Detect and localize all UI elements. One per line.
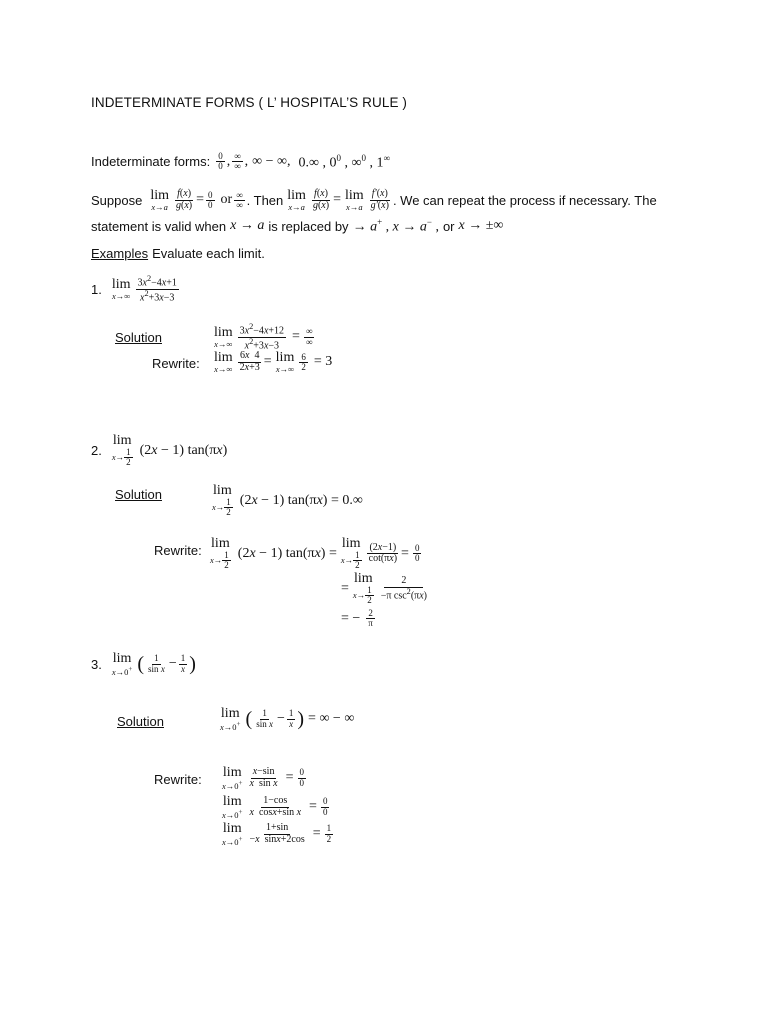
problem-2-rewrite-line3: = − $\frac{2}{\pi}$ [341, 608, 373, 629]
problem-3-rewrite-line2: lim x→0+ $\frac{1-\cos}{\text{x cosx+sin x}}$ = $\frac{0}{0}$ [222, 794, 328, 820]
problem-2-rewrite-line1: lim x→ $\frac{1}{2}$ (2x − 1) tan(πx) = lim x→ $\frac{1}{2}$ $\frac{(2x-1)}{\cot(\pi x)}$ = $\frac{0}{0}$ [210, 536, 420, 571]
examples-heading-line [91, 246, 265, 261]
problem-number: 1. [91, 281, 102, 297]
forms-label: Indeterminate forms: [91, 154, 211, 170]
problem-2-rewrite-line2: = lim x→ $\frac{1}{2}$ $\frac{2}{-\pi \csc^2(\pi x)}$ [341, 571, 428, 606]
forms-list: $\frac{0}{0}$ , $\frac{\infty}{\infty}$ , ∞ − ∞, 0.∞ , $0^0$ , ∞$^0$ , 1∞ [218, 151, 390, 172]
examples-instruction: Evaluate each limit. [152, 246, 265, 261]
problem-2 [91, 434, 227, 468]
form-inf-minus-inf: ∞ − ∞, [252, 153, 291, 169]
rule-statement: statement is valid when [91, 218, 227, 234]
solution-label: Solution [115, 330, 162, 345]
rewrite-label: Rewrite: [154, 543, 202, 558]
form-zero-times-inf: 0.∞ , $0^0$ , ∞$^0$ , 1∞ [298, 152, 390, 171]
rule-then: . Then [246, 192, 284, 208]
rewrite-label: Rewrite: [152, 356, 200, 371]
rule-formula-2: lim x→a $\frac{f(x)}{g(x)}$ = lim x→a $\frac{f'(x)}{g'(x)}$ [287, 188, 389, 212]
form-inf-over-inf: $\frac{\infty}{\infty}$ [234, 151, 241, 172]
solution-label: Solution [115, 487, 162, 502]
problem-number: 2. [91, 443, 102, 459]
problem-3-solution: lim x→0+ ( $\frac{1}{\text{sin x}}$ − $\frac{1}{x}$ ) = ∞ − ∞ [220, 706, 355, 732]
problem-3-expression: lim x→0+ ( $\frac{1}{\text{sin x}}$ − $\frac{1}{x}$ ) [111, 651, 196, 677]
problem-3-rewrite-line1: lim x→0+ $\frac{x-\sin}{\text{x sin x}}$ = $\frac{0}{0}$ [222, 765, 305, 791]
solution-label: Solution [117, 714, 164, 729]
examples-heading: Examples [91, 246, 149, 261]
problem-2-solution: lim x→ $\frac{1}{2}$ (2x − 1) tan(πx) = 0.∞ [212, 483, 363, 518]
problem-1-rewrite: lim x→∞ $\frac{6x 4}{2x+3}$ = lim x→∞ $\frac{6}{2}$ = 3 [214, 350, 333, 374]
rule-suppose: Suppose [91, 192, 143, 208]
rule-statement-line2: statement is valid when x → a is replaced by → a+ , x → a− , or x → ±∞ [91, 217, 504, 235]
indeterminate-forms-line [91, 152, 390, 172]
problem-1-solution: lim x→∞ $\frac{3x^2-4x+12}{x^2+3x-3}$ = $\frac{\infty}{\infty}$ [214, 322, 313, 352]
problem-3 [91, 652, 196, 677]
rewrite-label: Rewrite: [154, 772, 202, 787]
rule-replaced: is replaced by [268, 218, 349, 234]
problem-1-expression: lim x→∞ $\frac{3x^2-4x+1}{x^2+3x-3}$ [111, 274, 177, 304]
problem-number: 3. [91, 656, 102, 672]
rule-formula-1: lim x→a $\frac{f(x)}{g(x)}$ = $\frac{0}{0}$ or $\frac{\infty}{\infty}$ [150, 188, 243, 212]
problem-1 [91, 275, 181, 304]
rule-repeat: . We can repeat the process if necessary. The [392, 192, 657, 208]
problem-3-rewrite-line3: lim x→0+ $\frac{1+\sin}{\text{−x sinx+2cos}}$ = $\frac{1}{2}$ [222, 821, 332, 847]
rule-or: or [442, 218, 455, 234]
form-zero-over-zero: $\frac{0}{0}$ [218, 151, 223, 172]
rule-statement-line1 [91, 189, 657, 212]
page-title: INDETERMINATE FORMS ( L’ HOSPITAL’S RULE ) [91, 95, 407, 110]
problem-2-expression: lim x→ $\frac{1}{2}$ (2x − 1) tan(πx) [111, 433, 228, 468]
